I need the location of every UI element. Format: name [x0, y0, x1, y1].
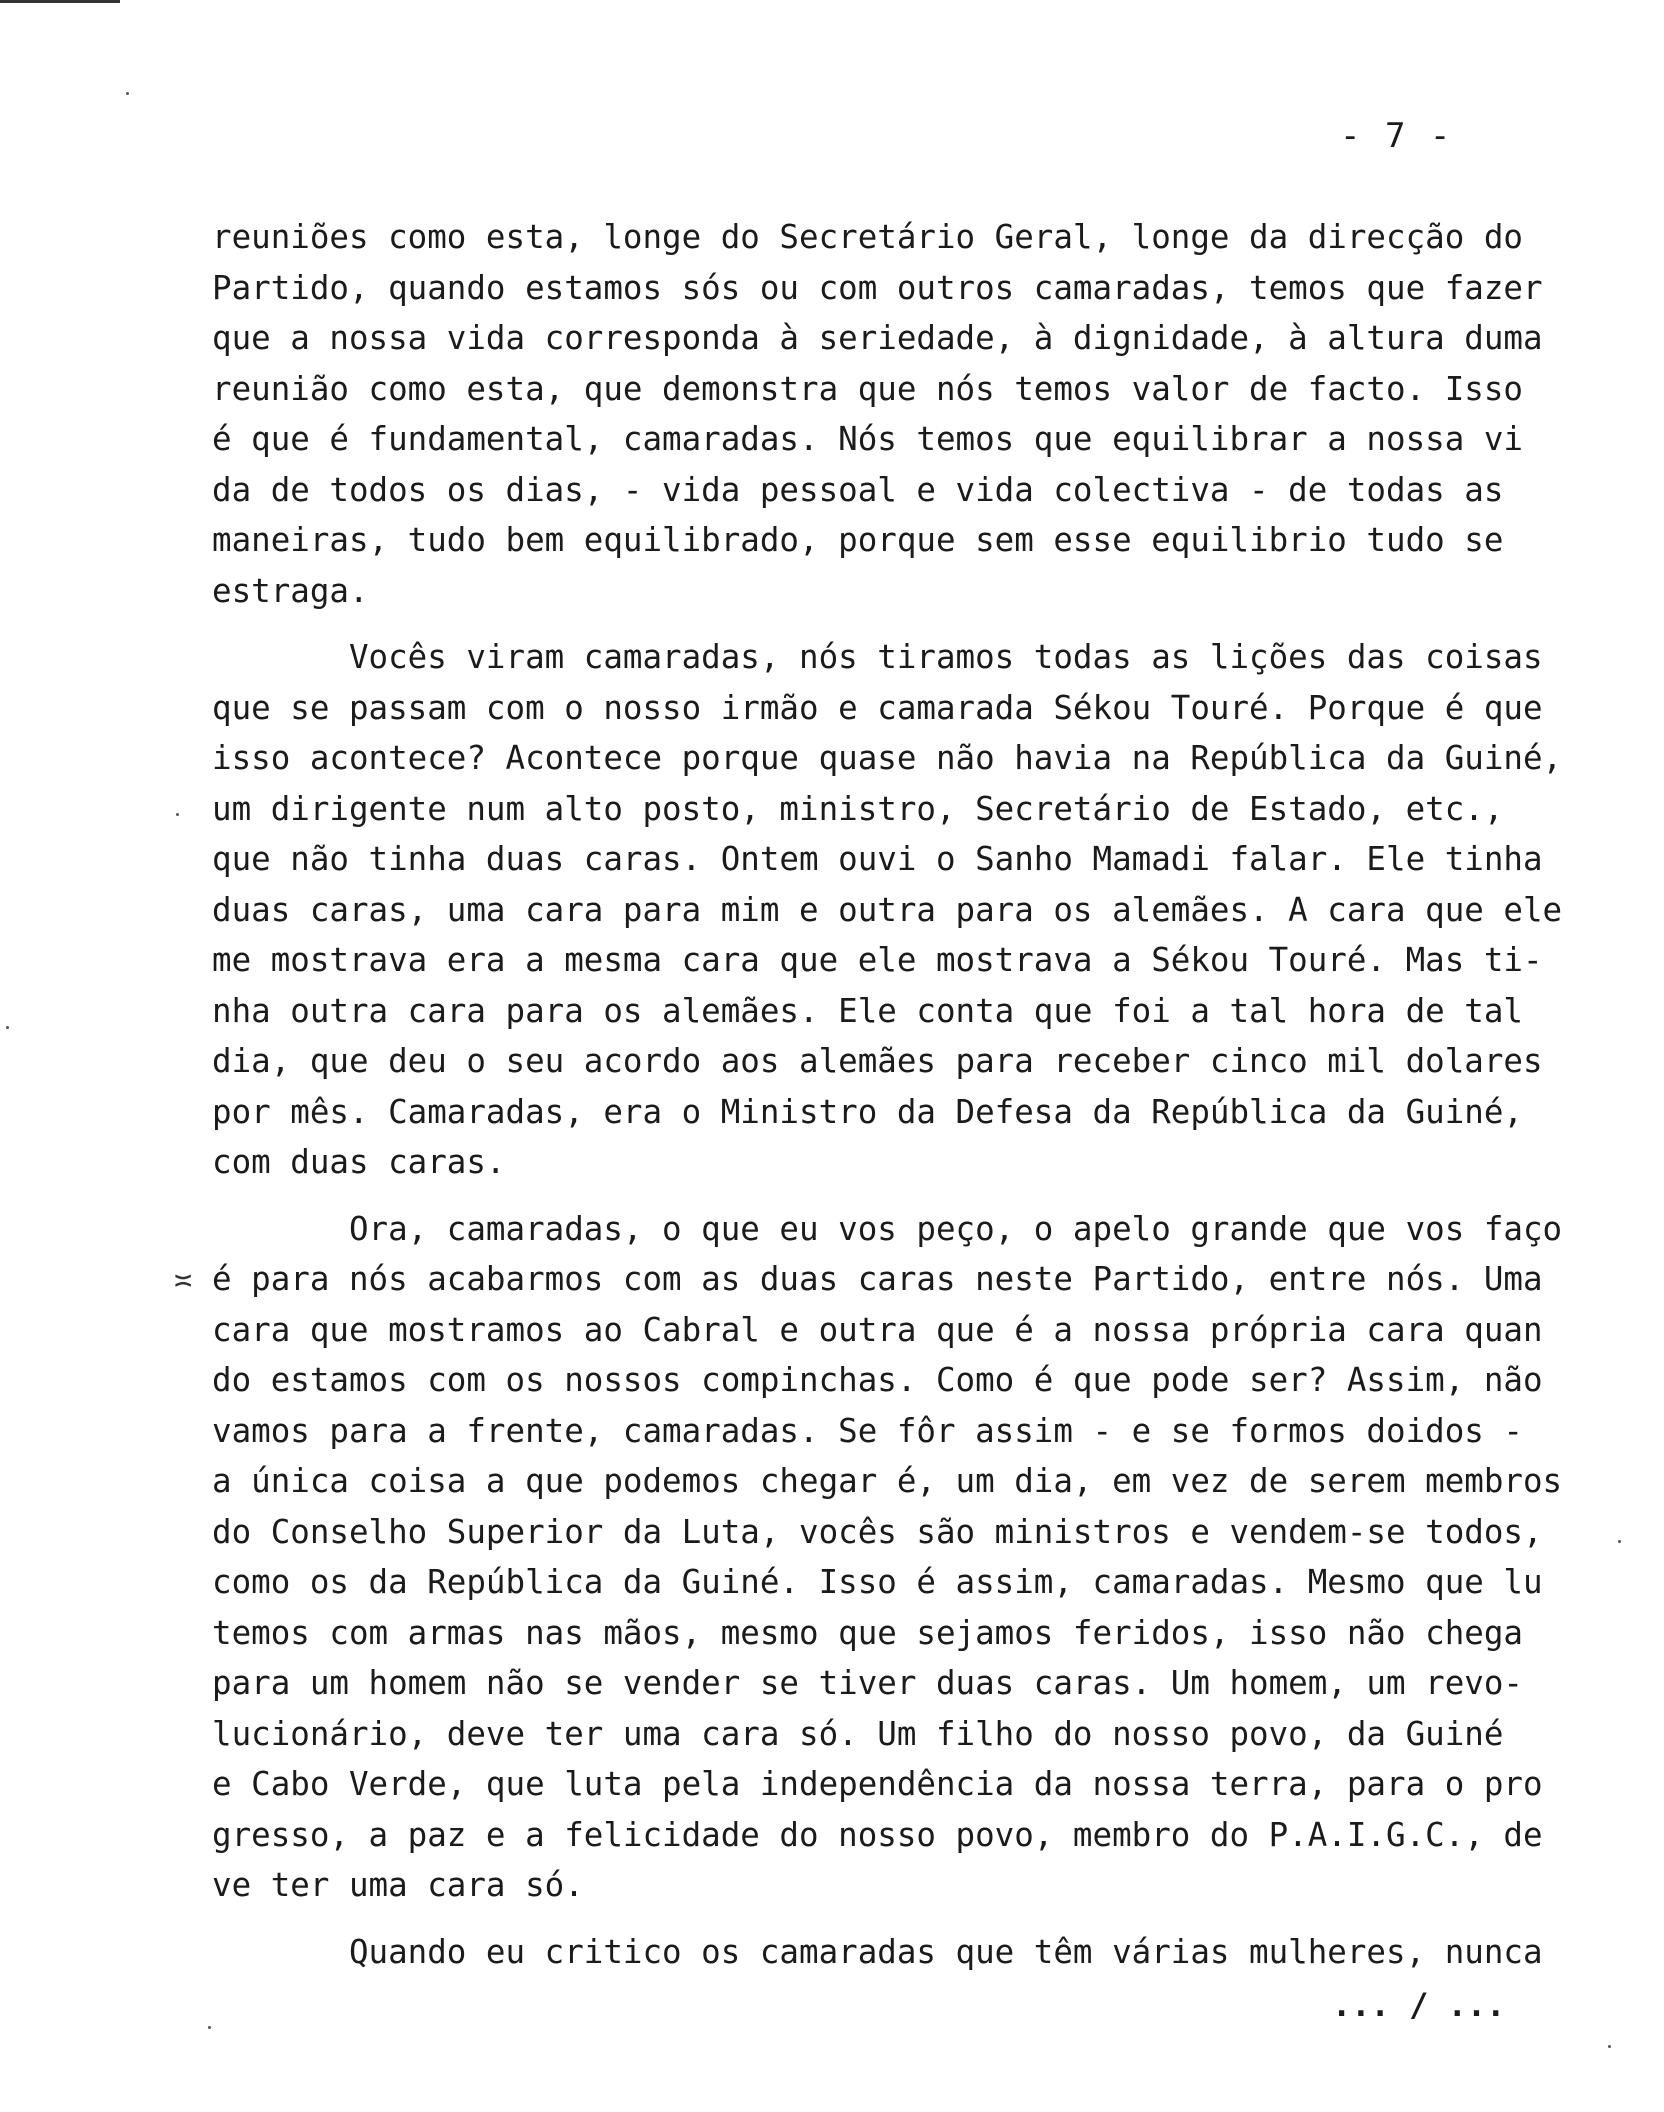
text-line: temos com armas nas mãos, mesmo que sejamos feridos, isso não chega — [212, 1613, 1523, 1652]
text-line: Quando eu critico os camaradas que têm várias mulheres, nunca — [212, 1932, 1543, 1971]
text-line: reunião como esta, que demonstra que nós temos valor de facto. Isso — [212, 369, 1523, 408]
paragraph-gap — [212, 616, 1632, 632]
text-line: da de todos os dias, - vida pessoal e vida colectiva - de todas as — [212, 470, 1504, 509]
text-line: por mês. Camaradas, era o Ministro da Defesa da República da Guiné, — [212, 1092, 1523, 1131]
scan-speck — [1608, 2045, 1611, 2048]
text-line: isso acontece? Acontece porque quase não havia na República da Guiné, — [212, 739, 1563, 777]
text-line: Ora, camaradas, o que eu vos peço, o apelo grande que vos faço — [212, 1209, 1563, 1248]
text-line: Partido, quando estamos sós ou com outros camaradas, temos que fazer — [212, 268, 1543, 307]
text-line: Vocês viram camaradas, nós tiramos todas as lições das coisas — [212, 638, 1543, 676]
text-line: um dirigente num alto posto, ministro, Secretário de Estado, etc., — [212, 789, 1504, 828]
scan-speck — [1618, 1540, 1621, 1543]
text-line: reuniões como esta, longe do Secretário Geral, longe da direcção do — [212, 218, 1523, 256]
text-line: ve ter uma cara só. — [212, 1866, 584, 1904]
text-line: e Cabo Verde, que luta pela independência da nossa terra, para o pro — [212, 1765, 1543, 1803]
continuation-marker: ... / ... — [1332, 1986, 1506, 2024]
text-line: com duas caras. — [212, 1143, 506, 1181]
text-line: cara que mostramos ao Cabral e outra que é a nossa própria cara quan — [212, 1310, 1543, 1349]
text-line: como os da República da Guiné. Isso é assim, camaradas. Mesmo que lu — [212, 1563, 1543, 1601]
margin-annotation-mark: ≍ — [174, 1263, 193, 1298]
text-line: é que é fundamental, camaradas. Nós temos que equilibrar a nossa vi — [212, 420, 1523, 458]
scan-speck — [126, 92, 129, 95]
text-line: nha outra cara para os alemães. Ele conta que foi a tal hora de tal — [212, 991, 1523, 1030]
paragraph-gap — [212, 1911, 1632, 1927]
text-line: para um homem não se vender se tiver duas caras. Um homem, um revo- — [212, 1664, 1523, 1702]
text-line: que a nossa vida corresponda à seriedade, à dignidade, à altura duma — [212, 319, 1543, 357]
text-line: me mostrava era a mesma cara que ele mostrava a Sékou Touré. Mas ti- — [212, 941, 1543, 979]
text-line: maneiras, tudo bem equilibrado, porque sem esse equilibrio tudo se — [212, 521, 1504, 559]
text-line: do estamos com os nossos compinchas. Como é que pode ser? Assim, não — [212, 1361, 1543, 1399]
text-line: estraga. — [212, 571, 369, 610]
paragraph-gap — [212, 1188, 1632, 1204]
text-line: do Conselho Superior da Luta, vocês são ministros e vendem-se todos, — [212, 1512, 1543, 1551]
text-line: que não tinha duas caras. Ontem ouvi o Sanho Mamadi falar. Ele tinha — [212, 840, 1543, 878]
text-line: lucionário, deve ter uma cara só. Um filho do nosso povo, da Guiné — [212, 1714, 1504, 1753]
text-line: a única coisa a que podemos chegar é, um dia, em vez de serem membros — [212, 1462, 1563, 1500]
page-number: - 7 - — [1340, 116, 1453, 156]
scan-speck — [208, 2026, 211, 2029]
scan-speck — [176, 813, 179, 816]
text-line: gresso, a paz e a felicidade do nosso povo, membro do P.A.I.G.C., de — [212, 1815, 1543, 1854]
scan-speck — [6, 1026, 9, 1029]
text-line: que se passam com o nosso irmão e camarada Sékou Touré. Porque é que — [212, 688, 1543, 727]
text-line: é para nós acabarmos com as duas caras neste Partido, entre nós. Uma — [212, 1260, 1543, 1298]
text-line: dia, que deu o seu acordo aos alemães para receber cinco mil dolares — [212, 1042, 1543, 1080]
scan-edge-mark — [0, 0, 120, 3]
text-line: duas caras, uma cara para mim e outra para os alemães. A cara que ele — [212, 890, 1563, 929]
document-body — [212, 212, 1632, 1977]
text-line: vamos para a frente, camaradas. Se fôr assim - e se formos doidos - — [212, 1411, 1523, 1450]
